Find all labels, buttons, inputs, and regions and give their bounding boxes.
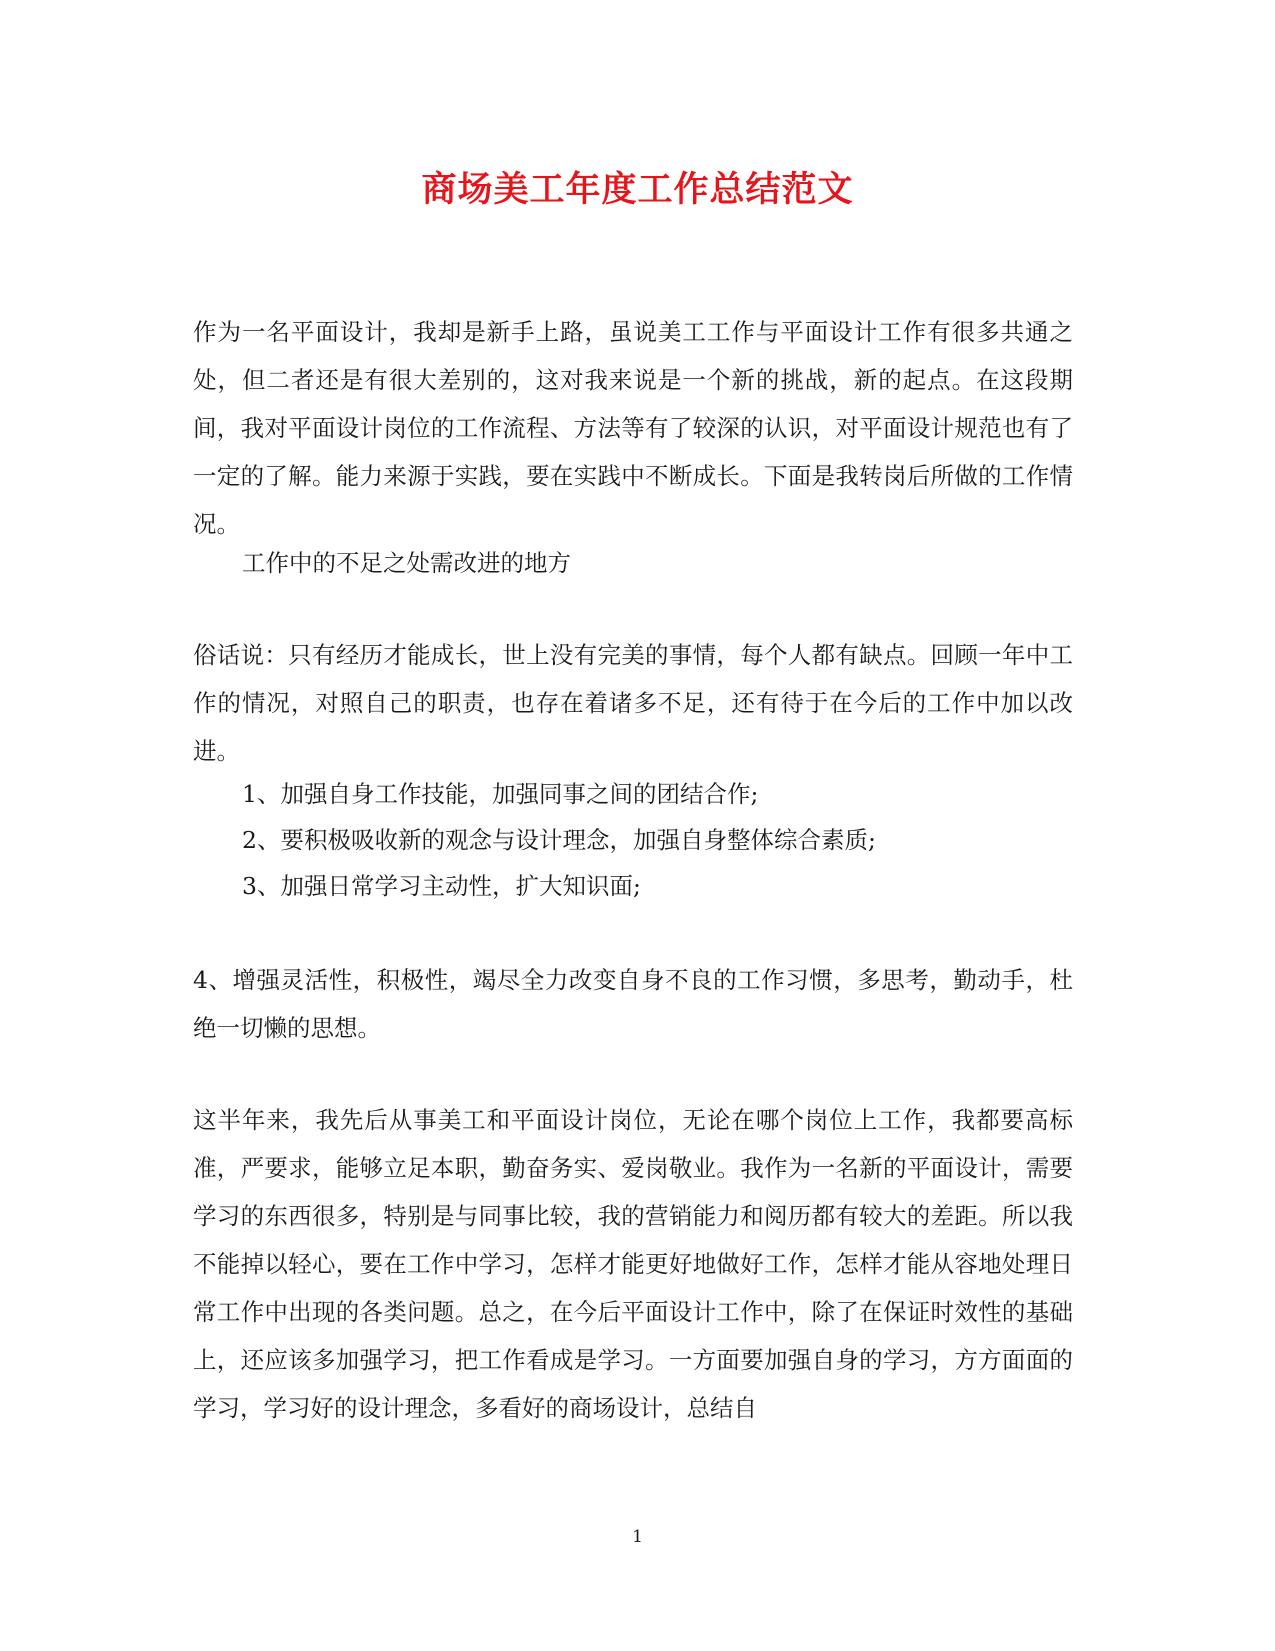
list-item-1: 1、加强自身工作技能，加强同事之间的团结合作; [242,780,759,808]
document-title: 商场美工年度工作总结范文 [421,169,854,210]
list-item-4: 4、增强灵活性，积极性，竭尽全力改变自身不良的工作习惯，多思考，勤动手，杜绝一切懒的思想。 [193,966,1073,1042]
list-item-3: 3、加强日常学习主动性，扩大知识面; [242,872,641,900]
section-subheading: 工作中的不足之处需改进的地方 [242,549,571,577]
list-item-2: 2、要积极吸收新的观念与设计理念，加强自身整体综合素质; [242,826,876,854]
intro-paragraph: 作为一名平面设计，我却是新手上路，虽说美工工作与平面设计工作有很多共通之处，但二者还是有很大差别的，这对我来说是一个新的挑战，新的起点。在这段期间，我对平面设计岗位的工作流程、方法等有了较深的认识，对平面设计规范也有了一定的了解。能力来源于实践，要在实践中不断成长。下面是我转岗后所做的工作情况。 [193,318,1073,538]
saying-paragraph: 俗话说：只有经历才能成长，世上没有完美的事情，每个人都有缺点。回顾一年中工作的情况，对照自己的职责，也存在着诸多不足，还有待于在今后的工作中加以改进。 [193,641,1073,765]
half-year-paragraph: 这半年来，我先后从事美工和平面设计岗位，无论在哪个岗位上工作，我都要高标准，严要求，能够立足本职，勤奋务实、爱岗敬业。我作为一名新的平面设计，需要学习的东西很多，特别是与同事比较，我的营销能力和阅历都有较大的差距。所以我不能掉以轻心，要在工作中学习，怎样才能更好地做好工作，怎样才能从容地处理日常工作中出现的各类问题。总之，在今后平面设计工作中，除了在保证时效性的基础上，还应该多加强学习，把工作看成是学习。一方面要加强自身的学习，方方面面的学习，学习好的设计理念，多看好的商场设计，总结自 [193,1106,1073,1422]
page-number: 1 [632,1527,643,1547]
